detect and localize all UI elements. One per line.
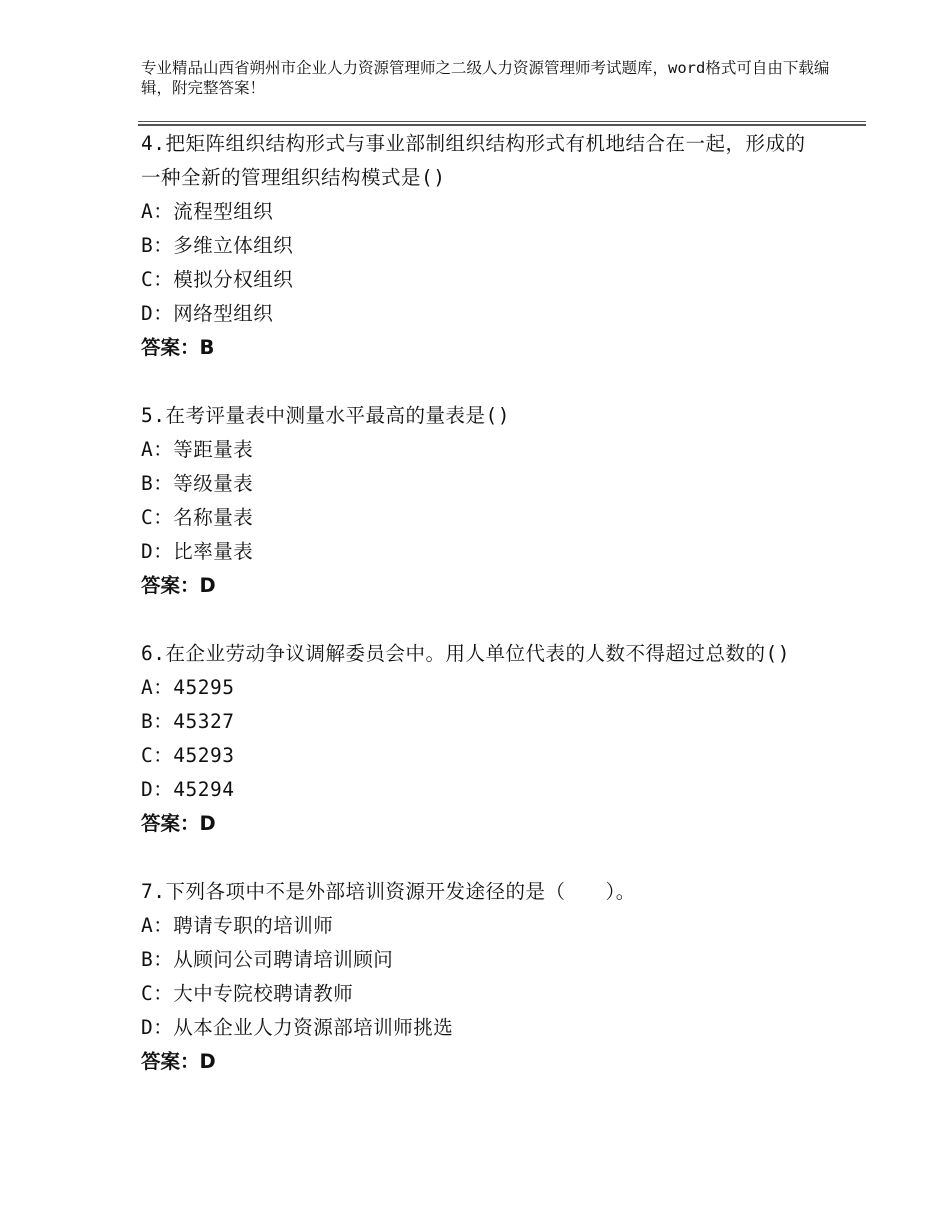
option-c — [141, 977, 821, 1011]
option-text: 名称量表 — [173, 506, 254, 529]
option-b — [141, 943, 821, 977]
question-6 — [141, 637, 821, 841]
answer-label: 答案：D — [141, 574, 216, 597]
option-d — [141, 535, 821, 569]
option-text: 从本企业人力资源部培训师挑选 — [173, 1016, 454, 1039]
option-letter: A： — [141, 914, 174, 937]
question-text: 6.在企业劳动争议调解委员会中。用人单位代表的人数不得超过总数的() — [141, 642, 790, 665]
question-text: 4.把矩阵组织结构形式与事业部制组织结构形式有机地结合在一起，形成的一种全新的管理组织结构模式是() — [141, 132, 806, 189]
option-b — [141, 705, 821, 739]
option-letter: B： — [141, 472, 174, 495]
question-text: 7.下列各项中不是外部培训资源开发途径的是（ ）。 — [141, 880, 636, 903]
header-divider-thick — [138, 124, 866, 126]
answer-label: 答案：B — [141, 336, 215, 359]
question-4 — [141, 127, 821, 365]
option-text: 聘请专职的培训师 — [173, 914, 334, 937]
option-text: 45295 — [173, 676, 235, 699]
option-d — [141, 297, 821, 331]
option-b — [141, 467, 821, 501]
option-c — [141, 263, 821, 297]
option-text: 多维立体组织 — [173, 234, 294, 257]
option-a — [141, 671, 821, 705]
question-spacer — [141, 841, 821, 875]
option-letter: C： — [141, 744, 174, 767]
option-text: 流程型组织 — [173, 200, 274, 223]
option-text: 等距量表 — [173, 438, 254, 461]
option-letter: D： — [141, 540, 174, 563]
question-5 — [141, 399, 821, 603]
option-text: 45293 — [173, 744, 235, 767]
answer-label: 答案：D — [141, 1050, 216, 1073]
option-letter: B： — [141, 234, 174, 257]
option-text: 45327 — [173, 710, 235, 733]
option-text: 大中专院校聘请教师 — [173, 982, 354, 1005]
option-letter: D： — [141, 778, 174, 801]
question-text: 5.在考评量表中测量水平最高的量表是() — [141, 404, 510, 427]
option-c — [141, 739, 821, 773]
option-letter: C： — [141, 982, 174, 1005]
option-text: 从顾问公司聘请培训顾问 — [173, 948, 394, 971]
option-letter: D： — [141, 302, 174, 325]
answer-label: 答案：D — [141, 812, 216, 835]
question-spacer — [141, 365, 821, 399]
option-text: 网络型组织 — [173, 302, 274, 325]
option-letter: C： — [141, 506, 174, 529]
option-b — [141, 229, 821, 263]
question-spacer — [141, 603, 821, 637]
option-letter: A： — [141, 676, 174, 699]
option-d — [141, 1011, 821, 1045]
option-a — [141, 195, 821, 229]
option-letter: B： — [141, 710, 174, 733]
option-letter: A： — [141, 438, 174, 461]
option-a — [141, 909, 821, 943]
option-text: 45294 — [173, 778, 235, 801]
question-list — [141, 127, 821, 1079]
option-text: 比率量表 — [173, 540, 254, 563]
option-d — [141, 773, 821, 807]
document-header: 专业精品山西省朔州市企业人力资源管理师之二级人力资源管理师考试题库，word格式可自由下载编辑，附完整答案！ — [141, 59, 830, 97]
option-text: 模拟分权组织 — [173, 268, 294, 291]
question-7 — [141, 875, 821, 1079]
header-divider-thin — [138, 121, 866, 122]
option-text: 等级量表 — [173, 472, 254, 495]
option-a — [141, 433, 821, 467]
option-c — [141, 501, 821, 535]
option-letter: A： — [141, 200, 174, 223]
option-letter: B： — [141, 948, 174, 971]
option-letter: D： — [141, 1016, 174, 1039]
option-letter: C： — [141, 268, 174, 291]
